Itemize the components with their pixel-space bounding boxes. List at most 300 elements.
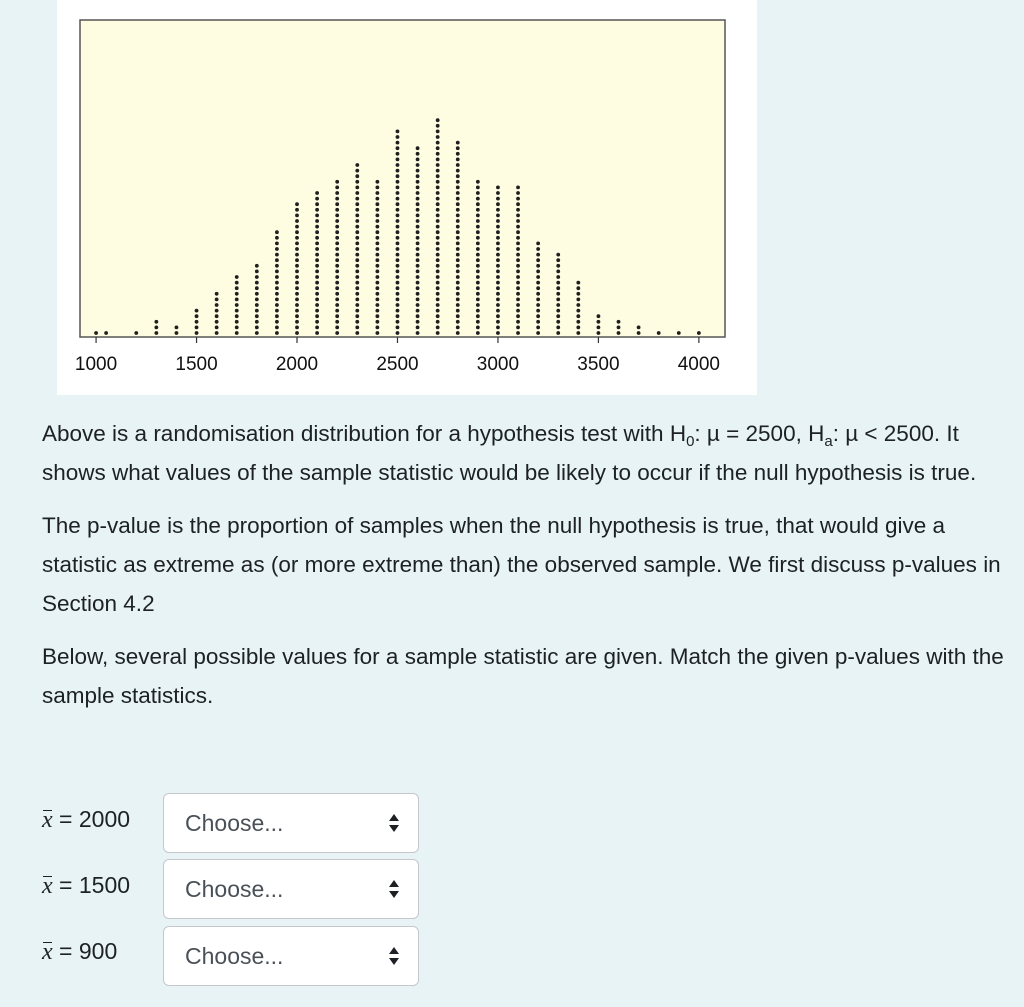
dot [315,309,319,313]
dot [456,219,460,223]
dot [456,303,460,307]
dot [375,264,379,268]
dot [536,275,540,279]
plot-frame [80,20,725,337]
dot [677,331,681,335]
dot [476,309,480,313]
dot [335,298,339,302]
dot [255,286,259,290]
dot [556,270,560,274]
choice-select-900[interactable] [163,926,419,986]
dot [355,219,359,223]
dot [456,191,460,195]
dot [175,331,179,335]
dot [476,247,480,251]
dot [436,281,440,285]
dot [436,292,440,296]
dot [516,253,520,257]
dot [396,208,400,212]
dot [396,242,400,246]
dot [396,320,400,324]
dot [235,326,239,330]
select-value: Choose... [185,809,284,836]
dotplot-svg [57,0,757,395]
dot [315,236,319,240]
dot [516,281,520,285]
dot [416,214,420,218]
dot [496,292,500,296]
dot [416,264,420,268]
dot [476,286,480,290]
dot [456,236,460,240]
dot [637,326,641,330]
dot [396,236,400,240]
dot [516,314,520,318]
dot [355,202,359,206]
dot [476,214,480,218]
dot [536,292,540,296]
select-arrows-icon [388,879,400,899]
dot [496,320,500,324]
dot [295,208,299,212]
dot [476,225,480,229]
choice-select-2000[interactable] [163,793,419,853]
dot [416,298,420,302]
dot [295,275,299,279]
dot [556,253,560,257]
dot [295,253,299,257]
dot [436,320,440,324]
dot [416,163,420,167]
dot [355,225,359,229]
dot [456,202,460,206]
question-paragraph-1: Above is a randomisation distribution for a hypothesis test with $H_0$: µ = 2500, $H_a$: µ < 2500. It shows what values of the sample statistic would be likely to occur if the null hypothesis is true. [42,421,977,485]
dot [436,152,440,156]
dot [516,247,520,251]
dot [295,230,299,234]
dot [315,253,319,257]
dot [355,320,359,324]
dot [456,180,460,184]
dot [335,202,339,206]
dot [436,253,440,257]
dot [315,230,319,234]
dot [375,298,379,302]
dot [315,197,319,201]
dot [456,264,460,268]
dot [295,270,299,274]
dot [215,314,219,318]
dot [556,303,560,307]
dot [315,264,319,268]
dot [375,253,379,257]
dot [375,270,379,274]
dot [235,298,239,302]
dot [556,281,560,285]
dot [496,191,500,195]
dot [456,174,460,178]
dot [416,230,420,234]
dot [134,331,138,335]
dot [476,320,480,324]
dot [375,292,379,296]
dot [315,275,319,279]
dot [355,270,359,274]
dot [476,314,480,318]
choice-select-1500[interactable] [163,859,419,919]
dot [355,309,359,313]
dot [335,208,339,212]
dot [456,292,460,296]
dot [215,320,219,324]
match-label: x = 1500 [42,872,131,899]
dot [335,281,339,285]
dot [375,314,379,318]
dot [496,230,500,234]
dot [375,186,379,190]
dot [516,197,520,201]
dot [456,197,460,201]
dot [436,303,440,307]
dot [496,303,500,307]
dot [355,236,359,240]
dot [396,180,400,184]
dot [396,258,400,262]
dot [275,303,279,307]
dot [416,247,420,251]
dot [516,264,520,268]
dot [335,258,339,262]
dot [275,286,279,290]
dot [335,197,339,201]
dot [476,208,480,212]
dot [496,208,500,212]
select-arrows-icon [388,946,400,966]
dot [154,331,158,335]
dot [476,270,480,274]
dot [597,331,601,335]
dot [195,309,199,313]
dot [456,158,460,162]
dot [295,314,299,318]
dot [315,331,319,335]
dot [436,309,440,313]
dot [436,298,440,302]
dot [255,275,259,279]
dot [416,180,420,184]
dot [496,219,500,223]
dot [255,303,259,307]
dot [556,275,560,279]
dot [516,191,520,195]
dot [496,253,500,257]
dot [355,253,359,257]
dot [456,281,460,285]
dot [516,219,520,223]
dot [355,298,359,302]
dot [416,286,420,290]
dot [436,141,440,145]
dot [456,214,460,218]
dot [375,281,379,285]
dot [275,275,279,279]
dot [516,309,520,313]
dot [295,219,299,223]
dot [315,258,319,262]
dot [375,275,379,279]
dot [195,331,199,335]
dot [255,281,259,285]
dot [416,225,420,229]
dot [416,197,420,201]
dot [295,236,299,240]
dot [396,230,400,234]
dot [416,236,420,240]
dot [235,275,239,279]
dot [295,303,299,307]
dot [416,331,420,335]
dot [335,314,339,318]
dot [396,191,400,195]
dot [597,320,601,324]
match-row-900 [42,922,117,982]
dot [496,258,500,262]
dot [335,219,339,223]
dot [396,292,400,296]
dot [315,208,319,212]
dot [496,197,500,201]
dot [154,320,158,324]
dot [516,242,520,246]
dot [154,326,158,330]
dot [315,298,319,302]
dot [255,326,259,330]
dot [416,303,420,307]
match-label: x = 900 [42,938,118,965]
dot [576,326,580,330]
dot [335,275,339,279]
dot [375,202,379,206]
dot [355,197,359,201]
dot [335,230,339,234]
dot [416,219,420,223]
dot [335,186,339,190]
dot [335,264,339,268]
dot [335,320,339,324]
dot [315,292,319,296]
dot [235,303,239,307]
dot [516,186,520,190]
dot [476,292,480,296]
dot [476,230,480,234]
dot [476,202,480,206]
dot [456,326,460,330]
x-tick-label: 3000 [476,354,520,375]
dot [496,214,500,218]
dot [657,331,661,335]
dot [496,281,500,285]
dot [375,331,379,335]
dot [516,225,520,229]
dot [315,314,319,318]
dot [516,286,520,290]
dot [576,320,580,324]
dot [396,197,400,201]
dot [556,292,560,296]
dot [496,236,500,240]
dot [396,186,400,190]
dot [396,202,400,206]
dot [295,214,299,218]
question-paragraph-2: The p-value is the proportion of samples when the null hypothesis is true, that would give a statistic as extreme as (or more extreme than) the observed sample. We first discuss p-values in Section 4.2 [42,513,1001,616]
dot [396,253,400,257]
dot [396,270,400,274]
dot [416,270,420,274]
dot [275,264,279,268]
dot [335,303,339,307]
dot [536,326,540,330]
dot [476,253,480,257]
dot [436,258,440,262]
x-tick-label: 2000 [275,354,319,375]
question-text [42,414,1012,729]
dot [396,314,400,318]
dot [436,180,440,184]
dot [416,258,420,262]
dot [396,247,400,251]
dot [436,236,440,240]
dot [496,247,500,251]
dot [416,320,420,324]
dot [456,309,460,313]
dot [355,326,359,330]
dot [436,118,440,122]
dot [536,331,540,335]
dot [375,258,379,262]
dot [335,253,339,257]
dot [335,191,339,195]
dot [416,309,420,313]
dot [476,331,480,335]
dot [396,264,400,268]
dot [597,314,601,318]
dot [516,202,520,206]
dot [275,270,279,274]
dot [355,230,359,234]
dot [416,146,420,150]
dot [476,298,480,302]
dot [416,275,420,279]
dot [516,230,520,234]
dot [275,281,279,285]
dot [556,286,560,290]
dot [436,331,440,335]
dot [476,180,480,184]
dot [456,208,460,212]
dot [536,320,540,324]
dot [315,202,319,206]
dot [275,236,279,240]
dot [355,331,359,335]
dot [295,309,299,313]
dot [295,326,299,330]
dot [396,303,400,307]
dot [456,242,460,246]
dot [436,197,440,201]
dot [235,331,239,335]
dot [355,264,359,268]
x-tick-label: 4000 [677,354,721,375]
dot [496,286,500,290]
dot [516,214,520,218]
dot [476,191,480,195]
x-tick-label: 2500 [376,354,419,375]
dot [255,331,259,335]
dot [536,247,540,251]
dot [275,314,279,318]
dot [516,292,520,296]
dot [496,298,500,302]
dot [195,320,199,324]
question-paragraph-3: Below, several possible values for a sample statistic are given. Match the given p-values with the sample statistics. [42,644,1004,708]
dot [496,275,500,279]
dot [416,208,420,212]
dot [335,331,339,335]
dot [275,320,279,324]
dot [496,326,500,330]
dot [456,141,460,145]
dot [436,242,440,246]
dot [576,309,580,313]
dot [315,320,319,324]
dot [235,286,239,290]
dot [436,247,440,251]
dot [576,303,580,307]
dot [275,331,279,335]
dot [556,298,560,302]
dot [436,219,440,223]
dot [295,281,299,285]
dot [416,314,420,318]
dot [355,242,359,246]
dot [436,202,440,206]
dot [436,225,440,229]
dot [416,326,420,330]
dot [456,258,460,262]
dot [355,303,359,307]
dot [436,158,440,162]
dot [355,174,359,178]
dot [195,326,199,330]
dot [235,281,239,285]
dot [436,286,440,290]
dot [295,286,299,290]
dot [456,331,460,335]
dot [436,169,440,173]
dot [436,163,440,167]
dot [536,281,540,285]
dot [436,314,440,318]
dot [436,191,440,195]
dot [617,320,621,324]
dot [456,169,460,173]
dot [456,286,460,290]
dot [396,275,400,279]
dot [416,186,420,190]
dot [536,253,540,257]
select-value: Choose... [185,875,284,902]
x-tick-label: 3500 [577,354,620,375]
